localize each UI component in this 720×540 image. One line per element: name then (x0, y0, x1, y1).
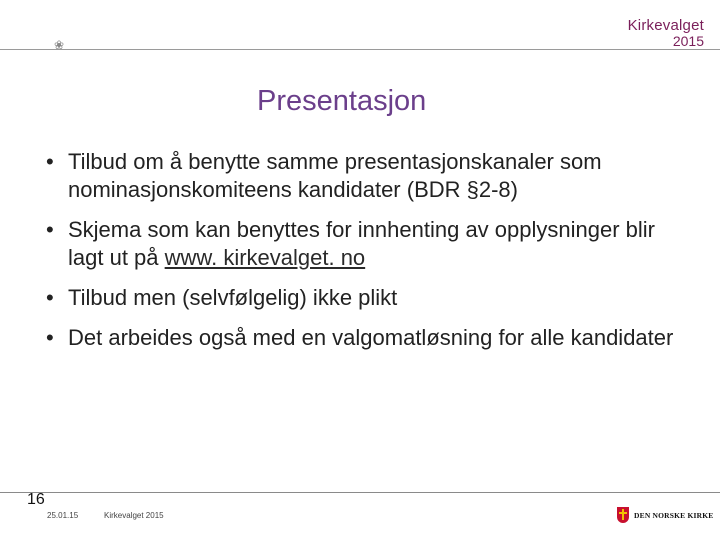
header-divider (0, 49, 720, 50)
bullet-dot-icon: • (46, 149, 54, 174)
slide-title: Presentasjon (257, 85, 427, 117)
church-logo (617, 507, 713, 523)
bullet-dot-icon: • (46, 217, 54, 242)
footer-divider (0, 492, 720, 493)
bullet-item (42, 148, 692, 204)
bullet-dot-icon: • (46, 285, 54, 310)
kirkevalget-logo (628, 18, 704, 48)
decorative-mark-icon: ❀ (54, 38, 65, 52)
bullet-text: Tilbud men (selvfølgelig) ikke plikt (68, 285, 398, 310)
brand-year: 2015 (672, 33, 704, 49)
bullet-item (42, 324, 692, 352)
church-logo-text: DEN NORSKE KIRKE (634, 510, 714, 520)
bullet-dot-icon: • (46, 325, 54, 350)
bullet-text: Tilbud om å benytte samme presentasjonskanaler som nominasjonskomiteens kandidater (BDR §2-8) (68, 149, 602, 202)
bullet-item (42, 216, 692, 272)
bullet-item (42, 284, 692, 312)
bullet-list (42, 148, 692, 364)
footer-label: Kirkevalget 2015 (104, 511, 164, 520)
footer-date: 25.01.15 (47, 511, 79, 520)
church-shield-icon (617, 507, 629, 523)
kirkevalget-link[interactable]: www. kirkevalget. no (164, 245, 366, 270)
bullet-text: Skjema som kan benyttes for innhenting av opplysninger blir lagt ut på (68, 217, 655, 270)
bullet-text: Det arbeides også med en valgomatløsning for alle kandidater (68, 325, 674, 350)
brand-name: Kirkevalget (627, 17, 704, 34)
page-number: 16 (27, 491, 45, 508)
